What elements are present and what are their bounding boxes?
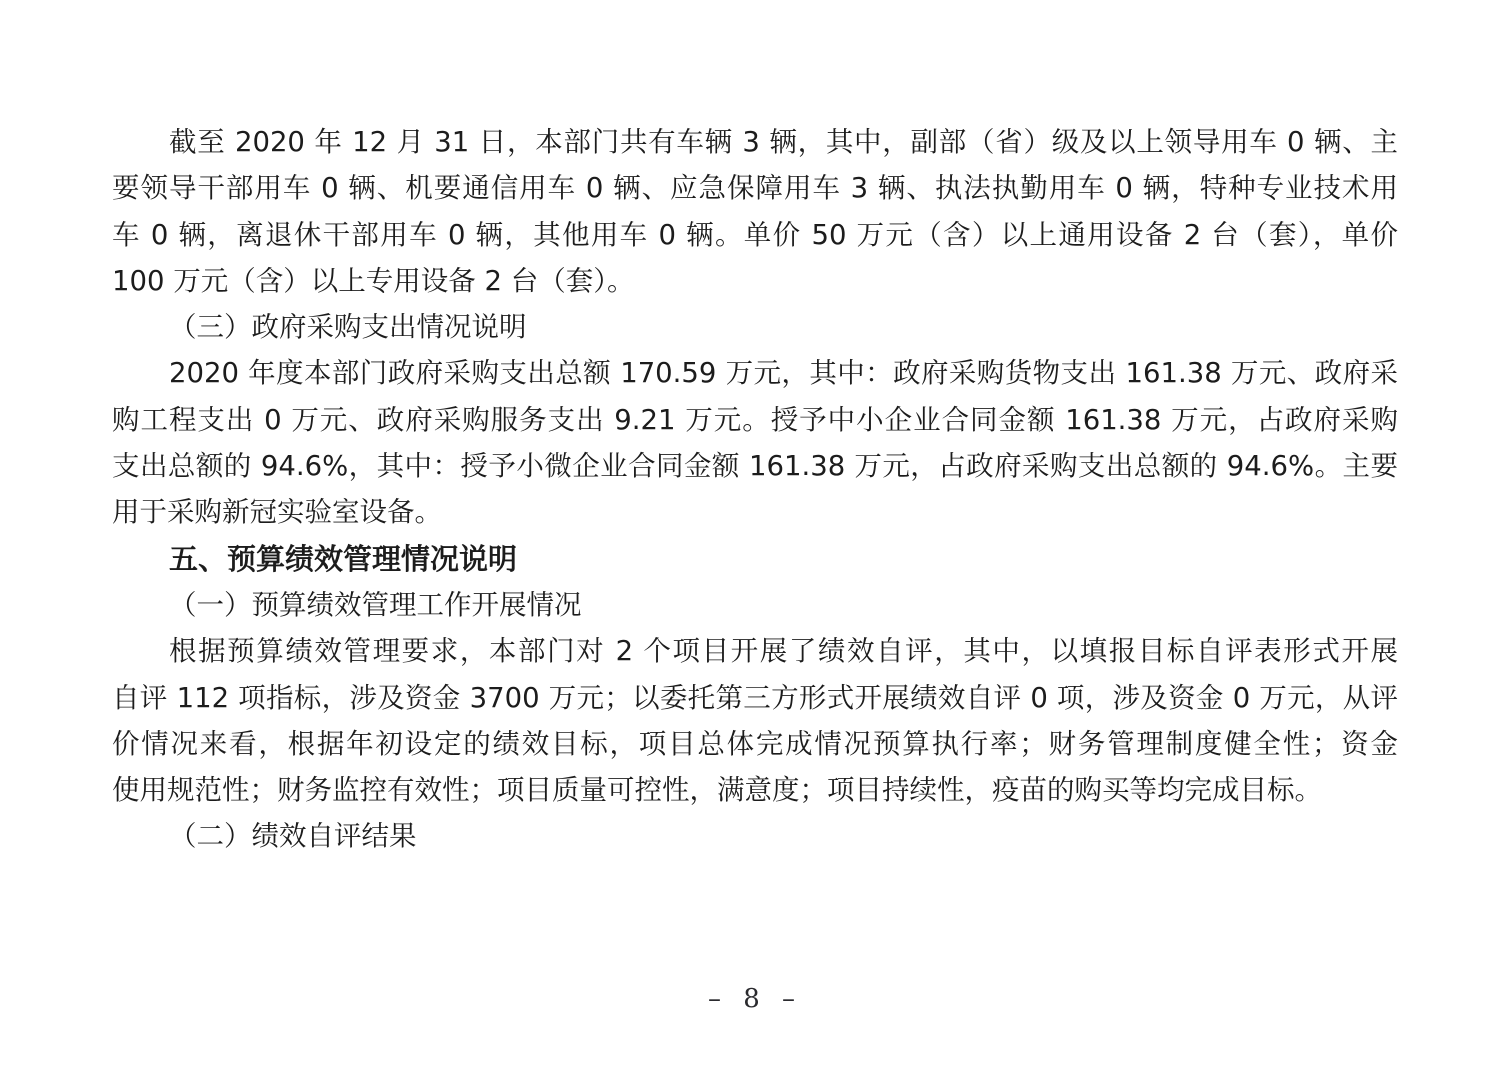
para-procurement-line-4: 用于采购新冠实验室设备。 bbox=[112, 496, 442, 529]
para-performance-line-2: 自评 112 项指标，涉及资金 3700 万元；以委托第三方形式开展绩效自评 0 项，涉及资金 0 万元，从评 bbox=[112, 681, 1398, 714]
heading-section-5: 五、预算绩效管理情况说明 bbox=[169, 541, 518, 576]
para-vehicles-line-2: 要领导干部用车 0 辆、机要通信用车 0 辆、应急保障用车 3 辆、执法执勤用车 0 辆，特种专业技术用 bbox=[112, 172, 1398, 205]
para-procurement-line-3: 支出总额的 94.6%，其中：授予小微企业合同金额 161.38 万元，占政府采购支出总额的 94.6%。主要 bbox=[112, 450, 1398, 483]
para-vehicles-line-3: 车 0 辆，离退休干部用车 0 辆，其他用车 0 辆。单价 50 万元（含）以上通用设备 2 台（套），单价 bbox=[112, 218, 1398, 251]
page-number: – 8 – bbox=[707, 984, 803, 1014]
para-performance-line-3: 价情况来看，根据年初设定的绩效目标，项目总体完成情况预算执行率；财务管理制度健全性；资金 bbox=[112, 727, 1398, 760]
para-vehicles-line-4: 100 万元（含）以上专用设备 2 台（套）。 bbox=[112, 264, 635, 297]
para-performance-line-4: 使用规范性；财务监控有效性；项目质量可控性，满意度；项目持续性，疫苗的购买等均完成目标。 bbox=[112, 774, 1322, 807]
para-vehicles-line-1: 截至 2020 年 12 月 31 日，本部门共有车辆 3 辆，其中，副部（省）级及以上领导用车 0 辆、主 bbox=[169, 126, 1398, 158]
heading-section-5-2: （二）绩效自评结果 bbox=[169, 820, 417, 853]
document-body bbox=[112, 119, 1398, 860]
para-procurement-line-1: 2020 年度本部门政府采购支出总额 170.59 万元，其中：政府采购货物支出 161.38 万元、政府采 bbox=[169, 357, 1398, 390]
para-performance-line-1: 根据预算绩效管理要求，本部门对 2 个项目开展了绩效自评，其中，以填报目标自评表形式开展 bbox=[169, 635, 1398, 668]
heading-section-3: （三）政府采购支出情况说明 bbox=[169, 311, 527, 344]
page-footer bbox=[0, 984, 1510, 1014]
heading-section-5-1: （一）预算绩效管理工作开展情况 bbox=[169, 588, 582, 621]
para-procurement-line-2: 购工程支出 0 万元、政府采购服务支出 9.21 万元。授予中小企业合同金额 161.38 万元，占政府采购 bbox=[112, 403, 1398, 436]
